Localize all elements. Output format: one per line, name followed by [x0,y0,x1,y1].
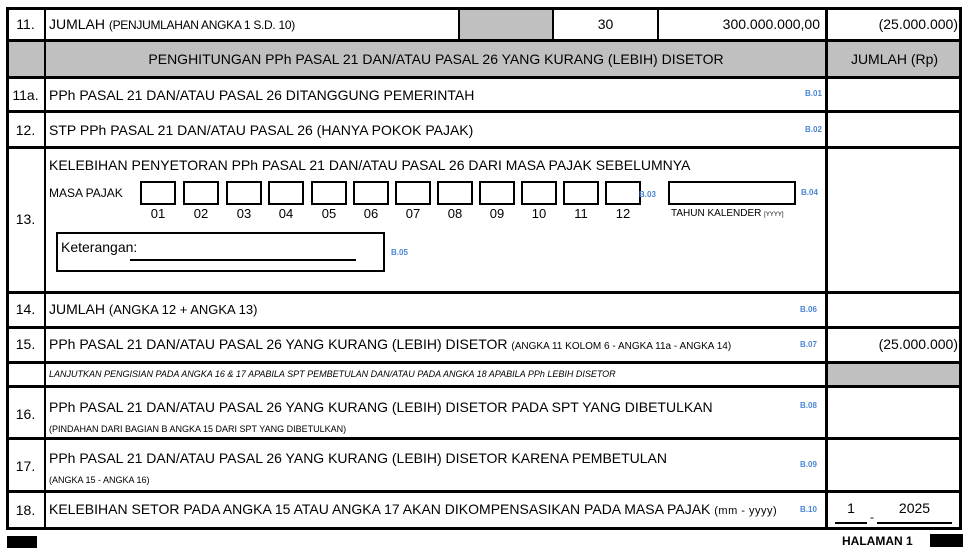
row-number: 14. [15,301,36,317]
tahun-format: [YYYY] [764,212,784,218]
row14-label [49,301,257,317]
border [7,146,961,149]
border [44,7,46,530]
month-label: 10 [531,206,547,221]
row-number: 11. [16,16,35,32]
row-number: 18. [15,502,36,518]
month-checkbox-06[interactable] [353,181,389,205]
row11-label-main: JUMLAH [49,16,106,32]
row16-label-main: PPh PASAL 21 DAN/ATAU PASAL 26 YANG KURANG (LEBIH) DISETOR PADA SPT YANG DIBETULKAN [49,399,713,415]
row17-label-main: PPh PASAL 21 DAN/ATAU PASAL 26 YANG KURANG (LEBIH) DISETOR KARENA PEMBETULAN [49,450,668,466]
note-row-shaded-cell [826,362,961,386]
row18-code: B.10 [800,505,817,514]
border [7,361,961,364]
month-label: 11 [574,206,588,221]
month-checkbox-08[interactable] [437,181,473,205]
keterangan-code: B.05 [391,248,408,257]
tahun-label-text: TAHUN KALENDER [671,208,762,219]
row18-label-sub: (mm - yyyy) [714,505,778,517]
row14-label-sub: (ANGKA 12 + ANGKA 13) [108,302,258,317]
row11-shaded-cell [459,9,553,40]
row-number: 16. [15,406,36,422]
row11-label-sub: (PENJUMLAHAN ANGKA 1 S.D. 10) [108,18,295,32]
month-checkbox-02[interactable] [183,181,219,205]
continuation-note: LANJUTKAN PENGISIAN PADA ANGKA 16 & 17 APABILA SPT PEMBETULAN DAN/ATAU PADA ANGKA 18 APABILA PPh LEBIH DISETOR [49,369,616,379]
month-label: 12 [615,206,631,221]
tahun-code: B.04 [801,188,818,197]
border [7,39,961,42]
row13-amount-field[interactable] [828,149,958,291]
border [7,326,961,329]
row15-label [49,336,731,352]
page-label: HALAMAN 1 [842,534,913,548]
month-label: 02 [193,206,209,221]
row12-code: B.02 [805,125,822,134]
month-checkbox-05[interactable] [311,181,347,205]
border [7,437,961,440]
tahun-kalender-field[interactable] [668,181,796,205]
month-checkbox-12[interactable] [605,181,641,205]
row11-amount-field[interactable]: (25.000.000) [878,16,958,32]
month-checkbox-03[interactable] [226,181,262,205]
border [7,385,961,388]
registration-mark-right [930,534,963,547]
row-number: 13. [15,211,36,227]
row14-amount-field[interactable] [828,294,958,326]
row17-amount-field[interactable] [828,440,958,490]
section-title: PENGHITUNGAN PPh PASAL 21 DAN/ATAU PASAL 26 YANG KURANG (LEBIH) DISETOR [148,51,724,67]
row15-code: B.07 [800,340,817,349]
month-label: 01 [150,206,166,221]
row17-code: B.09 [800,460,817,469]
border [458,7,460,41]
border [7,527,961,530]
masa-pajak-label: MASA PAJAK [49,186,123,200]
month-checkbox-09[interactable] [479,181,515,205]
month-checkbox-01[interactable] [140,181,176,205]
keterangan-label: Keterangan: [61,239,138,255]
border [959,7,962,530]
month-label: 07 [405,206,421,221]
row12-label: STP PPh PASAL 21 DAN/ATAU PASAL 26 (HANYA POKOK PAJAK) [49,122,474,138]
tahun-kalender-label [671,208,784,219]
month-label: 09 [489,206,505,221]
border [6,7,9,530]
row18-label-main: KELEBIHAN SETOR PADA ANGKA 15 ATAU ANGKA 17 AKAN DIKOMPENSASIKAN PADA MASA PAJAK [49,501,711,517]
row12-amount-field[interactable] [828,113,958,146]
month-checkbox-10[interactable] [521,181,557,205]
month-label: 08 [447,206,463,221]
row-number: 12. [15,122,36,138]
month-checkbox-04[interactable] [268,181,304,205]
row18-label [49,501,777,517]
row15-label-sub: (ANGKA 11 KOLOM 6 - ANGKA 11a - ANGKA 14) [511,341,732,352]
row-number: 11a. [12,87,39,103]
month-checkbox-11[interactable] [563,181,599,205]
border [7,110,961,113]
border [7,490,961,493]
border [7,76,961,79]
month-label: 03 [236,206,252,221]
row11a-label: PPh PASAL 21 DAN/ATAU PASAL 26 DITANGGUNG PEMERINTAH [49,87,475,103]
row15-label-main: PPh PASAL 21 DAN/ATAU PASAL 26 YANG KURANG (LEBIH) DISETOR [49,336,508,352]
keterangan-box[interactable] [56,232,385,272]
registration-mark-left [7,536,37,548]
amount-column-header: JUMLAH (Rp) [850,51,939,67]
month-checkbox-07[interactable] [395,181,431,205]
month-label: 05 [321,206,337,221]
row18-year-field[interactable]: 2025 [877,500,952,524]
row-number: 15. [15,336,36,352]
row14-code: B.06 [800,305,817,314]
row16-code: B.08 [800,401,817,410]
keterangan-input-line[interactable] [130,258,356,261]
row13-label: KELEBIHAN PENYETORAN PPh PASAL 21 DAN/ATAU PASAL 26 DARI MASA PAJAK SEBELUMNYA [49,157,691,173]
border [7,7,961,10]
months-code: B.03 [639,190,656,199]
row14-label-main: JUMLAH [49,301,106,317]
row18-separator: - [870,510,874,524]
row11a-code: B.01 [805,89,822,98]
row11-gross-field[interactable]: 300.000.000,00 [722,16,820,32]
border [7,291,961,294]
month-label: 04 [278,206,294,221]
row15-amount-field[interactable]: (25.000.000) [878,336,958,352]
row-number: 17. [15,458,36,474]
row16-amount-field[interactable] [828,388,958,437]
row16-label-sub: (PINDAHAN DARI BAGIAN B ANGKA 15 DARI SPT YANG DIBETULKAN) [49,424,347,434]
month-label: 06 [363,206,379,221]
row11a-amount-field[interactable] [828,79,958,110]
row11-label [49,16,295,32]
row17-label-sub: (ANGKA 15 - ANGKA 16) [49,475,150,485]
row18-month-field[interactable]: 1 [835,500,867,524]
row11-count-field[interactable]: 30 [597,16,614,32]
